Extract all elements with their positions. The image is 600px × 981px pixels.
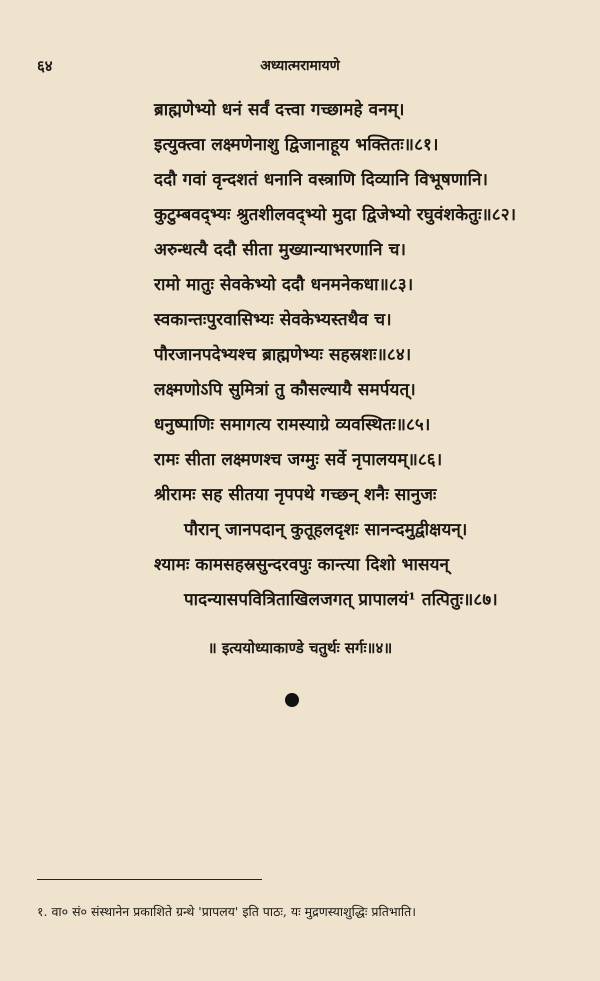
verse-line: ब्राह्मणेभ्यो धनं सर्वं दत्त्वा गच्छामहे वनम्। xyxy=(154,100,405,120)
verse-line: अरुन्धत्यै ददौ सीता मुख्यान्याभरणानि च। xyxy=(154,240,407,260)
bullet-ornament xyxy=(285,693,299,707)
verse-line: पौरजानपदेभ्यश्च ब्राह्मणेभ्यः सहस्रशः॥८४। xyxy=(154,345,412,365)
verse-line: लक्ष्मणोऽपि सुमित्रां तु कौसल्यायै समर्पयत्। xyxy=(154,380,416,400)
verse-line: इत्युक्त्वा लक्ष्मणेनाशु द्विजानाहूय भक्तितः॥८१। xyxy=(154,135,439,155)
verse-line: स्वकान्तःपुरवासिभ्यः सेवकेभ्यस्तथैव च। xyxy=(154,310,392,330)
verse-line: कुटुम्बवद्भ्यः श्रुतशीलवद्भ्यो मुदा द्विजेभ्यो रघुवंशकेतुः॥८२। xyxy=(154,205,517,225)
running-title: अध्यात्मरामायणे xyxy=(260,58,340,74)
verse-line: ददौ गवां वृन्दशतं धनानि वस्त्राणि दिव्यानि विभूषणानि। xyxy=(154,170,489,190)
verse-line: पौरान् जानपदान् कुतूहलदृशः सानन्दमुद्वीक्षयन्। xyxy=(184,520,468,540)
verse-line: श्यामः कामसहस्रसुन्दरवपुः कान्त्या दिशो भासयन् xyxy=(154,555,450,575)
page-number: ६४ xyxy=(37,57,53,75)
verse-line: रामो मातुः सेवकेभ्यो ददौ धनमनेकधा॥८३। xyxy=(154,275,414,295)
verse-line: श्रीरामः सह सीतया नृपपथे गच्छन् शनैः सानुजः xyxy=(154,485,437,505)
verse-line: रामः सीता लक्ष्मणश्च जग्मुः सर्वे नृपालयम्॥८६। xyxy=(154,450,443,470)
page-header xyxy=(0,56,600,78)
verse-line: धनुष्पाणिः समागत्य रामस्याग्रे व्यवस्थितः॥८५। xyxy=(154,415,431,435)
verse-line: पादन्यासपवित्रिताखिलजगत् प्रापालयं¹ तत्पितुः॥८७। xyxy=(184,590,498,610)
chapter-colophon: ॥ इत्ययोध्याकाण्डे चतुर्थः सर्गः॥४॥ xyxy=(207,639,393,657)
footnote: १. वा० सं० संस्थानेन प्रकाशिते ग्रन्थे 'प्रापलय' इति पाठः, यः मुद्रणस्याशुद्धिः प्रतिभाति। xyxy=(37,904,416,919)
footnote-rule xyxy=(37,879,262,880)
